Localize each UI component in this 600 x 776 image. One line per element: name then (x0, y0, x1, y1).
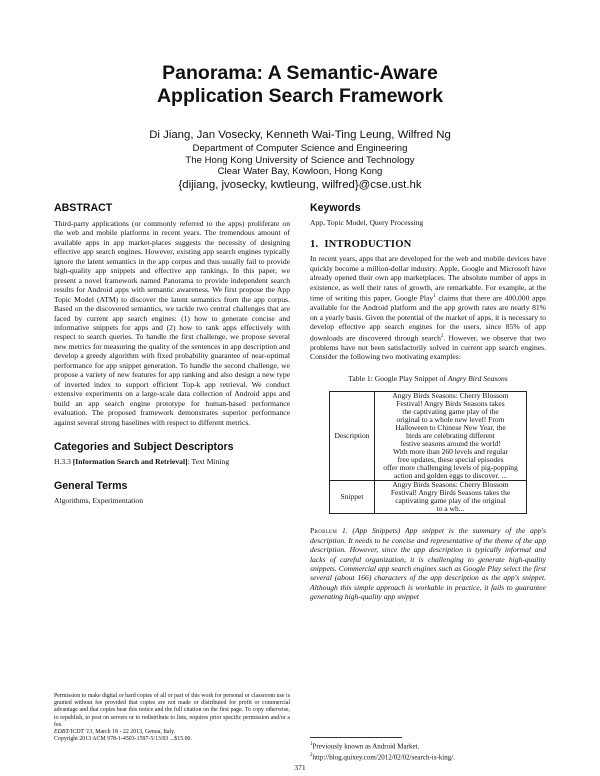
table-cell-line: original to a whole new level! From (396, 414, 505, 424)
table-caption-app: Angry Bird Seasons (447, 373, 508, 383)
table-1-caption (310, 374, 546, 384)
table-cell-line: Angry Birds Seasons: Cherry Blossom (392, 480, 509, 490)
general-terms-heading: General Terms (54, 480, 128, 493)
footnote-1-text: Previously known as Android Market. (312, 742, 420, 751)
footnote-1-number: 1 (310, 742, 313, 747)
categories-bracket: [Information Search and Retrieval] (72, 456, 188, 466)
table-1-body (330, 391, 527, 514)
table-cell-line: captivating game play of the original (395, 496, 506, 506)
categories-code: H.3.3 (54, 456, 71, 466)
introduction-title: INTRODUCTION (324, 239, 412, 251)
affiliation-line-2: The Hong Kong University of Science and Technology (185, 154, 415, 166)
author-list: Di Jiang, Jan Vosecky, Kenneth Wai-Ting Leung, Wilfred Ng (149, 129, 451, 141)
right-column (310, 202, 546, 602)
table-cell-line: Angry Birds Seasons: Cherry Blossom (392, 390, 509, 400)
table-cell-line: With more than 260 levels and regular (392, 446, 509, 456)
abstract-heading: ABSTRACT (54, 202, 113, 214)
general-terms-text: Algorithms, Experimentation (54, 496, 144, 506)
table-row-content (375, 391, 527, 481)
table-cell-line: the captivating game play of the (402, 406, 499, 416)
table-1 (329, 391, 527, 515)
footnote-2-text: http://blog.quixey.com/2012/02/02/search-is-king/. (312, 753, 455, 762)
intro-part-2: claims that there are 400,000 apps available for the Android platform and the app growth rates are nearly 81% on a yearly basis. Given the potential of the market of apps, it is necessary to develop effective app search engines for the users, since 85% of app downloads are discovered through search (310, 293, 546, 343)
page-number: 371 (294, 763, 306, 772)
copyright-line: Copyright 2013 ACM 978-1-4503-1597-5/13/03 ...$15.00. (54, 736, 192, 743)
footnote-2-mark: 2 (440, 333, 444, 339)
table-caption-prefix: Table 1: Google Play Snippet of (348, 373, 448, 383)
footnote-2 (310, 751, 546, 762)
table-cell-line: free updates, these special episodes (397, 454, 504, 464)
footnote-1-mark: 1 (433, 294, 436, 300)
footnote-2-number: 2 (310, 753, 313, 759)
problem-label: 1. (App Snippets) (341, 526, 401, 536)
table-cell-line: to a wh... (436, 504, 465, 514)
table-row (330, 391, 527, 481)
table-row (330, 481, 527, 514)
affiliation-line-1: Department of Computer Science and Engineering (192, 143, 408, 154)
affiliation-line-3: Clear Water Bay, Kowloon, Hong Kong (217, 166, 383, 178)
conference-details: , March 18 - 22 2013, Genoa, Italy. (92, 729, 176, 736)
table-row-label: Description (330, 391, 375, 481)
left-column (54, 202, 290, 506)
affiliation (0, 143, 600, 178)
categories-text (54, 457, 290, 466)
table-cell-line: action and golden eggs to discover. ... (394, 470, 507, 480)
keywords-text: App, Topic Model, Query Processing (310, 218, 424, 227)
footnotes (310, 737, 546, 763)
problem-1 (310, 526, 546, 602)
categories-heading: Categories and Subject Descriptors (54, 440, 234, 453)
categories-rest: : Text Mining (187, 456, 230, 466)
paper-title (0, 62, 600, 108)
table-cell-line: Festival! Angry Birds Seasons takes the (390, 488, 511, 498)
footnote-rule (310, 737, 402, 738)
table-row-content (375, 481, 527, 514)
problem-text: App snippet is the summary of the app's description. It needs to be concise and representative of the theme of the app description. However, since the app description is typically informal and lacks of careful organization, it is challenging to generate high-quality snippets. Commercial app search engines such as Google Play select the first several (about 166) characters of the app description as the app's snippet. Although this simple approach is workable in practice, it fails to guarantee generating high-quality app snippet (310, 526, 546, 602)
table-cell-line: Halloween to Chinese New Year, the (395, 422, 506, 432)
title-line-2: Application Search Framework (156, 85, 444, 107)
author-emails: {dijiang, jvosecky, kwtleung, wilfred}@cse.ust.hk (178, 179, 422, 191)
table-row-label: Snippet (330, 481, 375, 514)
abstract-text: Third-party applications (or commonly referred to the apps) proliferate on the web and mobile platforms in recent years. The tremendous amount of available apps in app market-places suggests the necessity of designing effective app search engines. However, existing app search engines typically ignore the latent semantics in the app corpus and thus usually fail to provide high-quality app snippets and effective app rankings. In this paper, we present a novel framework named Panorama to provide independent search results for Android apps with semantic awareness. We first propose the App Topic Model (ATM) to discover the latent semantics from the app corpus. Based on the discovered semantics, we tackle two central challenges that are faced by current app search engines: (1) how to generate concise and informative snippets for apps and (2) how to rank apps effectively with respect to search queries. To handle the first challenge, we propose several new metrics for measuring the quality of the sentences in app description and develop a greedy algorithm with fixed probability guarantee of near-optimal performance for app snippet generation. To handle the second challenge, we propose a variety of new features for app ranking and also design a new type of inverted index to support efficient Top-k app retrieval. We conduct extensive experiments on a large-scale data collection of Android apps and build an app search engine prototype for human-based performance evaluation. The proposed framework demonstrates superior performance against several strong baselines with respect to different metrics. (54, 219, 290, 427)
introduction-heading (310, 238, 546, 251)
table-cell-line: Festival! Angry Birds Seasons takes (396, 398, 505, 408)
intro-part-1: In recent years, apps that are developed for the web and mobile devices have quickly become a million-dollar industry. Apple, Google and Microsoft have already opened their own app marketplaces. The absolute number of apps in existence, as well their rates of growth, are remarkable. For example, at the time of writing this paper, Google Play (310, 254, 546, 303)
table-cell-line: birds are celebrating different (406, 430, 495, 440)
introduction-number: 1. (310, 239, 319, 251)
table-cell-line: offer more challenging levels of pig-popping (383, 462, 518, 472)
problem-name: Problem (310, 526, 338, 536)
footnote-1 (310, 740, 546, 751)
keywords-heading: Keywords (310, 202, 361, 214)
permission-block (54, 693, 290, 743)
table-cell-line: festive seasons around the world! (400, 438, 501, 448)
permission-text: Permission to make digital or hard copies of all or part of this work for personal or classroom use is granted without fee provided that copies are not made or distributed for profit or commercial advantage and that copies bear this notice and the full citation on the first page. To copy otherwise, to republish, to post on servers or to redistribute to lists, requires prior specific permission and/or a fee. (54, 693, 290, 728)
conference-name: EDBT/ICDT '13 (54, 729, 93, 736)
title-line-1: Panorama: A Semantic-Aware (162, 62, 438, 84)
intro-part-3: . However, we observe that two problems have not been satisfactorily solved in current app search engines. Consider the following two motivating examples: (310, 333, 546, 362)
introduction-text (310, 254, 546, 361)
